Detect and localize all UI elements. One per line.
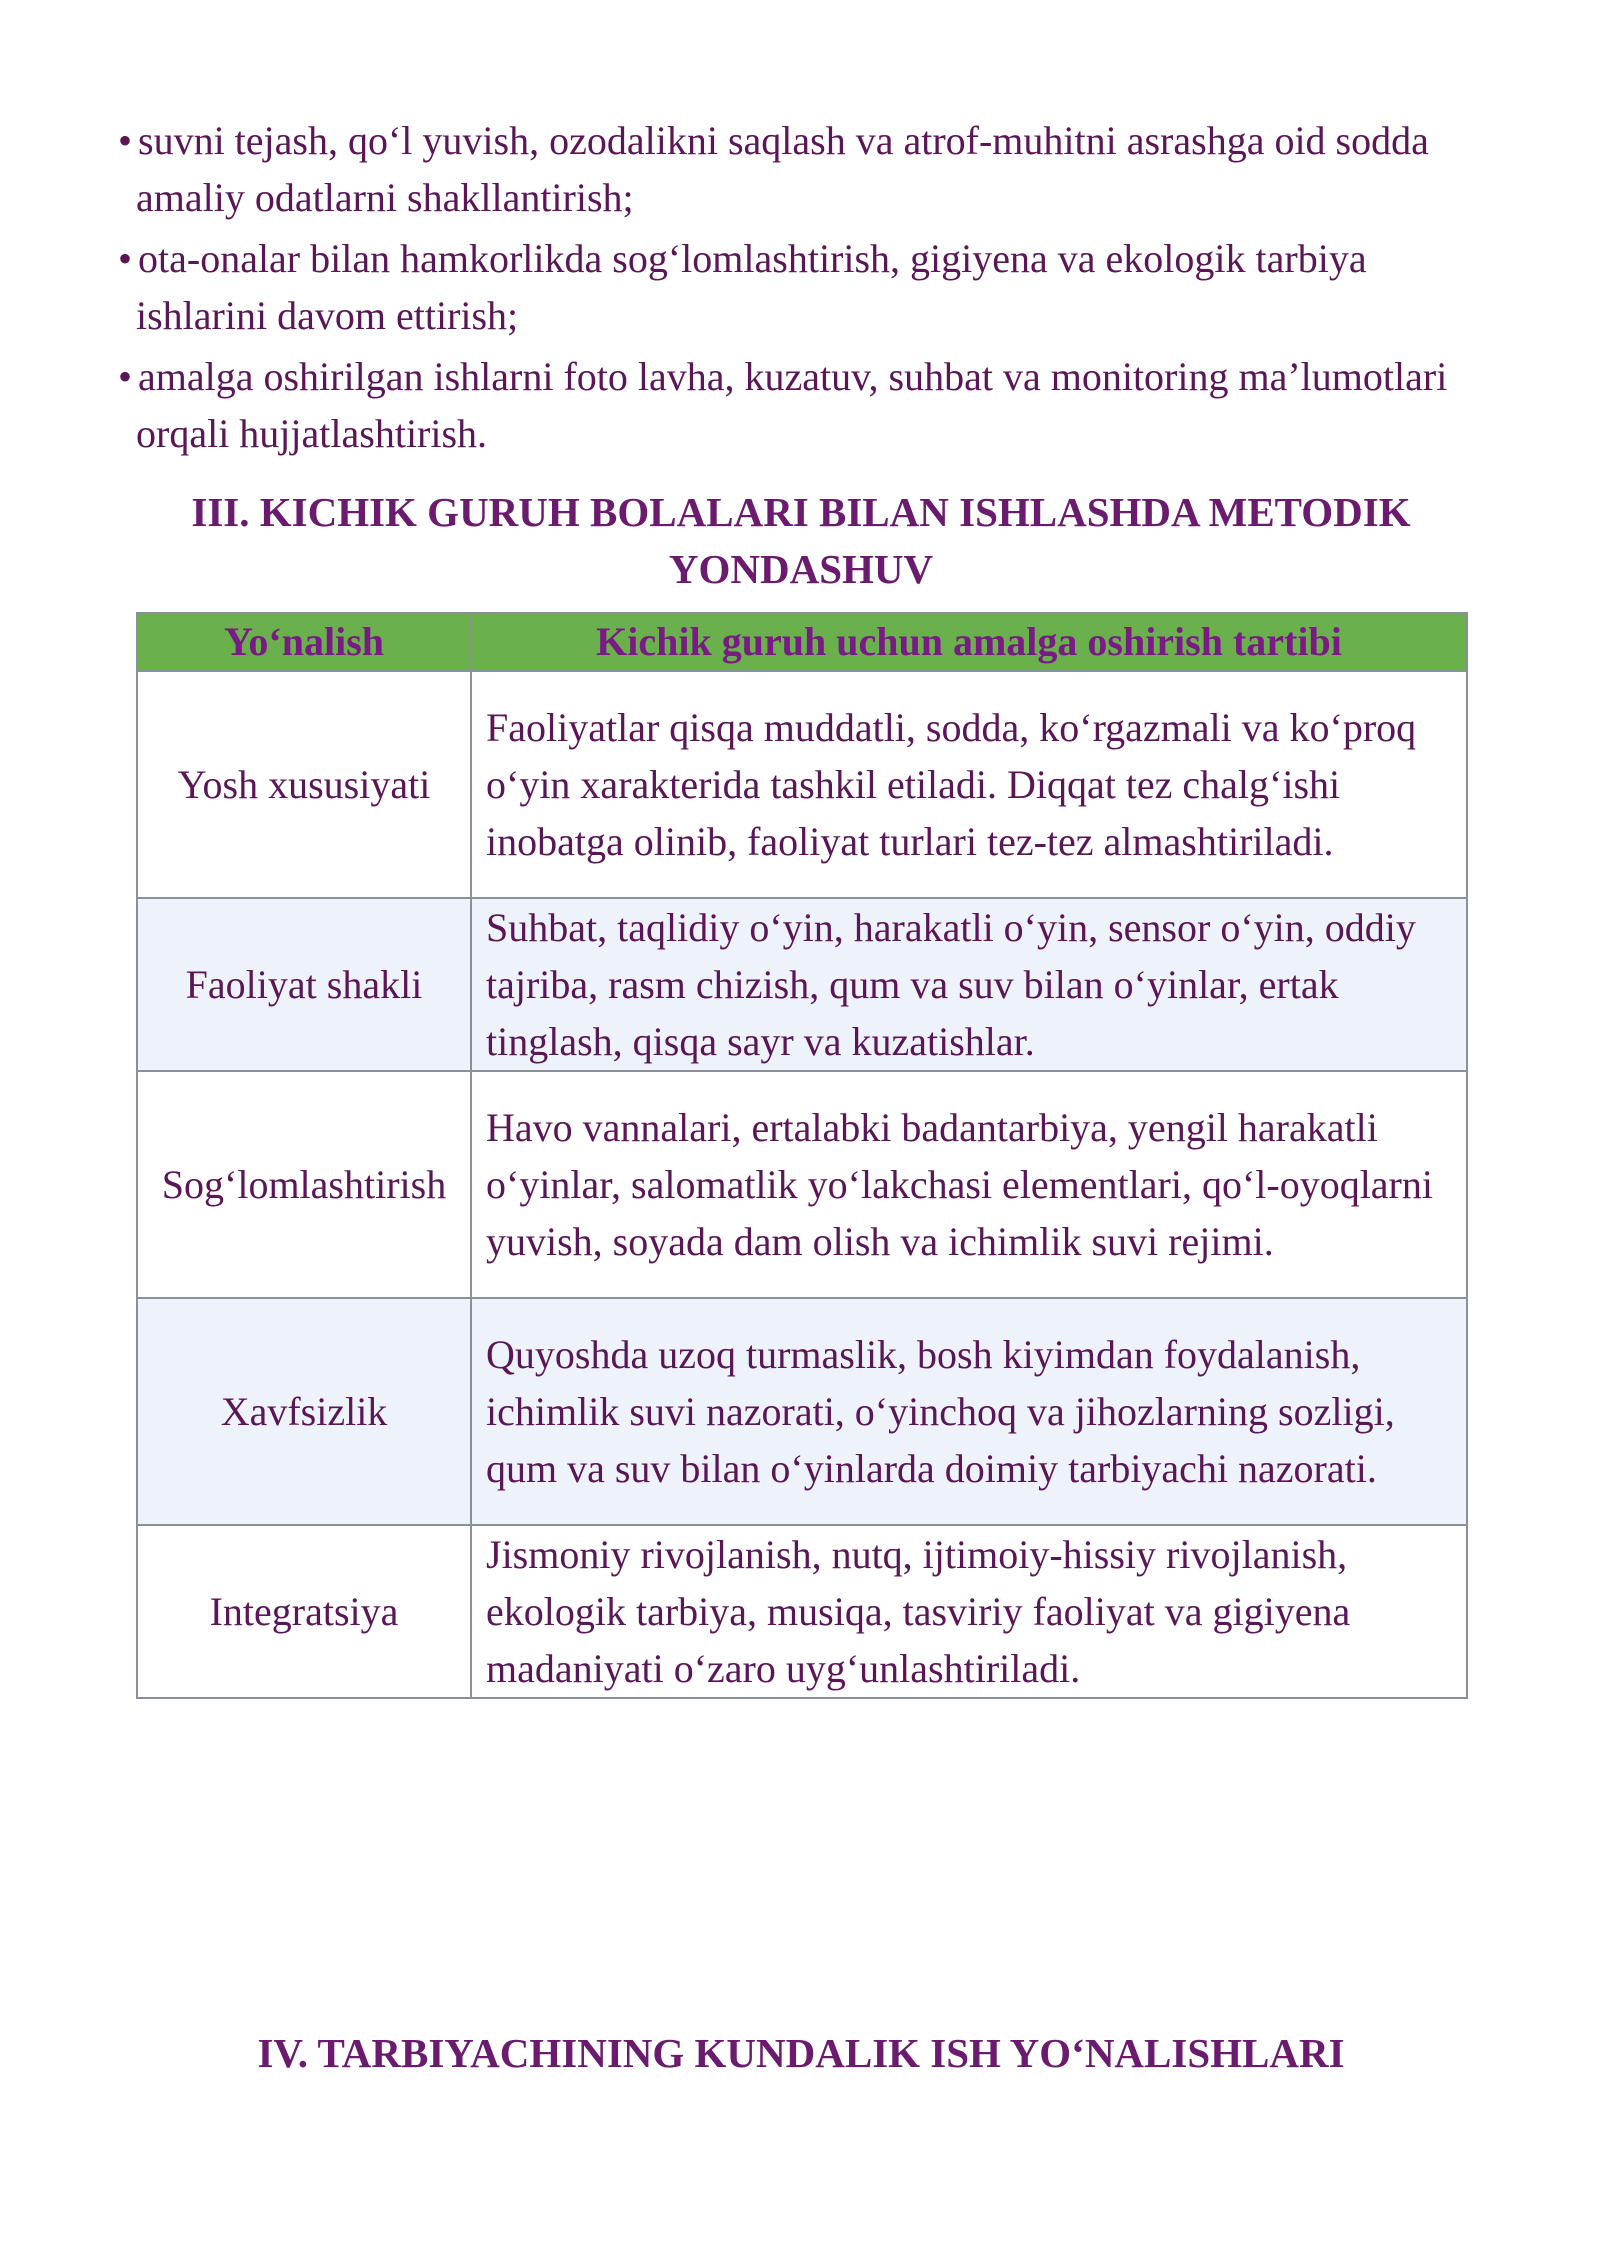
bullet-marker: • <box>118 118 133 163</box>
bullet-marker: • <box>118 354 133 399</box>
section-3-heading: III. KICHIK GURUH BOLALARI BILAN ISHLASHDA METODIK YONDASHUV <box>191 489 1411 592</box>
bullet-item <box>118 112 1478 226</box>
column-header-procedure: Kichik guruh uchun amalga oshirish tartibi <box>471 613 1467 671</box>
row-label: Yosh xususiyati <box>137 671 471 898</box>
row-description: Quyoshda uzoq turmaslik, bosh kiyimdan foydalanish, ichimlik suvi nazorati, o‘yinchoq va jihozlarning sozligi, qum va suv bilan o‘yinlarda doimiy tarbiyachi nazorati. <box>471 1298 1467 1525</box>
row-description: Suhbat, taqlidiy o‘yin, harakatli o‘yin, sensor o‘yin, oddiy tajriba, rasm chizish, qum va suv bilan o‘yinlar, ertak tinglash, qisqa sayr va kuzatishlar. <box>471 898 1467 1071</box>
row-label: Sog‘lomlashtirish <box>137 1071 471 1298</box>
row-label: Xavfsizlik <box>137 1298 471 1525</box>
table-row <box>137 671 1467 898</box>
row-description: Havo vannalari, ertalabki badantarbiya, yengil harakatli o‘yinlar, salomatlik yo‘lakchasi elementlari, qo‘l-oyoqlarni yuvish, soyada dam olish va ichimlik suvi rejimi. <box>471 1071 1467 1298</box>
bullet-item <box>118 348 1478 462</box>
section-4-heading: IV. TARBIYACHINING KUNDALIK ISH YO‘NALISHLARI <box>257 2030 1345 2076</box>
bullet-text: suvni tejash, qo‘l yuvish, ozodalikni saqlash va atrof-muhitni asrashga oid sodda amaliy odatlarni shakllantirish; <box>136 118 1429 220</box>
column-header-direction: Yo‘nalish <box>137 613 471 671</box>
row-label: Faoliyat shakli <box>137 898 471 1071</box>
row-label: Integratsiya <box>137 1525 471 1698</box>
bullet-list <box>118 112 1478 466</box>
bullet-text: ota-onalar bilan hamkorlikda sog‘lomlashtirish, gigiyena va ekologik tarbiya ishlarini davom ettirish; <box>136 236 1367 338</box>
table-row <box>137 1525 1467 1698</box>
table-header-row <box>137 613 1467 671</box>
methods-table <box>136 612 1468 1699</box>
bullet-text: amalga oshirilgan ishlarni foto lavha, kuzatuv, suhbat va monitoring ma’lumotlari orqali hujjatlashtirish. <box>136 354 1448 456</box>
table-row <box>137 898 1467 1071</box>
table-row <box>137 1298 1467 1525</box>
row-description: Faoliyatlar qisqa muddatli, sodda, ko‘rgazmali va ko‘proq o‘yin xarakterida tashkil etiladi. Diqqat tez chalg‘ishi inobatga olinib, faoliyat turlari tez-tez almashtiriladi. <box>471 671 1467 898</box>
bullet-item <box>118 230 1478 344</box>
table-row <box>137 1071 1467 1298</box>
row-description: Jismoniy rivojlanish, nutq, ijtimoiy-hissiy rivojlanish, ekologik tarbiya, musiqa, tasviriy faoliyat va gigiyena madaniyati o‘zaro uyg‘unlashtiriladi. <box>471 1525 1467 1698</box>
bullet-marker: • <box>118 236 133 281</box>
